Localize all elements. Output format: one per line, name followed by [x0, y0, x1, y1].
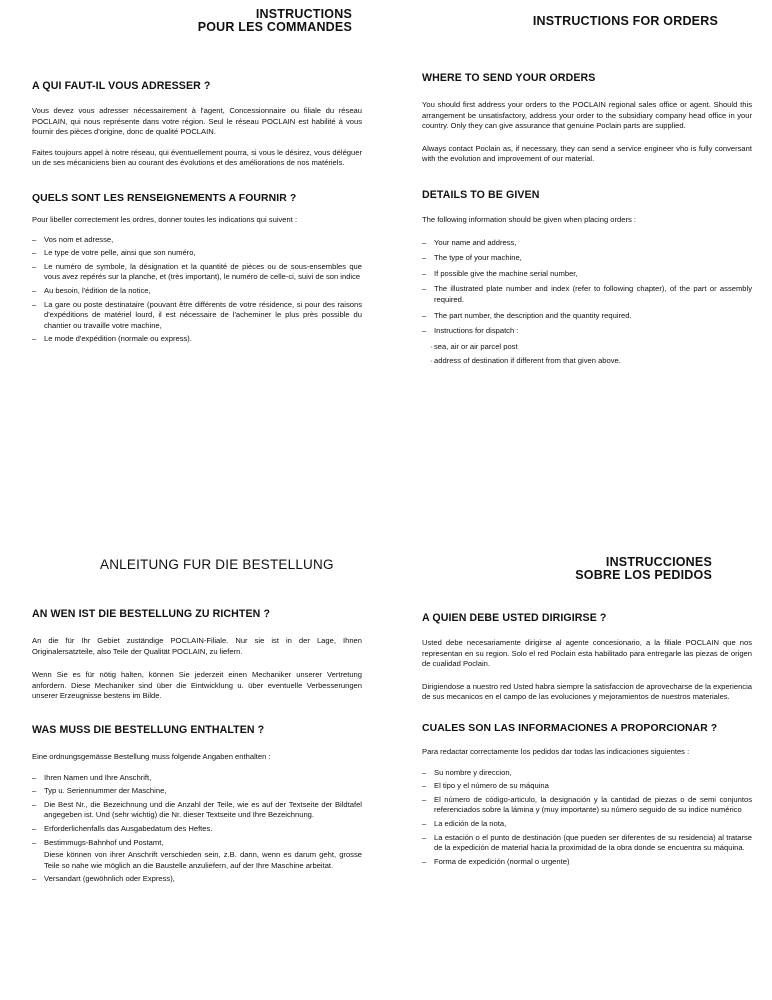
english-paragraph-3: The following information should be given when placing orders :: [422, 214, 637, 224]
english-paragraph-2: Always contact Poclain as, if necessary, they can send a service engineer vho is fully conversant with the evolution and improvement of our material.: [422, 143, 752, 164]
spanish-heading-details: CUALES SON LAS INFORMACIONES A PROPORCIONAR ?: [422, 722, 718, 734]
list-item: – Au besoin, l'édition de la notice,: [32, 286, 362, 297]
list-item-label: Bestimmugs-Bahnhof und Postamt,: [44, 837, 164, 847]
french-paragraph-3: Pour libeller correctement les ordres, donner toutes les indications qui suivent :: [32, 214, 298, 224]
list-item: – Su nombre y direccion,: [422, 768, 752, 779]
spanish-heading-where: A QUIEN DEBE USTED DIRIGIRSE ?: [422, 612, 607, 624]
french-heading-details: QUELS SONT LES RENSEIGNEMENTS A FOURNIR ?: [32, 192, 297, 204]
spanish-title: [422, 548, 712, 582]
english-title: INSTRUCTIONS FOR ORDERS: [532, 14, 718, 28]
english-heading-where: WHERE TO SEND YOUR ORDERS: [422, 72, 596, 84]
list-item: – The type of your machine,: [422, 253, 752, 264]
german-heading-details: WAS MUSS DIE BESTELLUNG ENTHALTEN ?: [32, 723, 265, 736]
english-heading-details: DETAILS TO BE GIVEN: [422, 188, 540, 201]
spanish-paragraph-1: Usted debe necesariamente dirigirse al agente concesionario, a la filiale POCLAIN que nos representan en su region. Solo el red Poclain esta habilitado para entregarle las piezas de origen de cualidad Poclain.: [422, 638, 752, 669]
list-item: – If possible give the machine serial number,: [422, 269, 752, 280]
french-paragraph-2: Faites toujours appel à notre réseau, qui éventuellement pourra, si vous le désirez, vous déléguer un de ses mécaniciens bien au courant des évolutions et des améliorations de nos matériels.: [32, 147, 362, 168]
list-item: – The illustrated plate number and index (refer to following chapter), of the part or assembly required.: [422, 284, 752, 305]
list-item: – Instructions for dispatch :: [422, 326, 752, 337]
list-item: [32, 838, 362, 872]
list-sub-item: · sea, air or air parcel post: [422, 342, 752, 353]
german-paragraph-2: Wenn Sie es für nötig halten, können Sie jederzeit einen Mechaniker unserer Vertretung anfordern. Diese Mechaniker sind über die Eintwicklung u. über eventuelle Verbesserungen unserer Erzeugnisse bestens im Bilde.: [32, 670, 362, 701]
list-sub-item: · address of destination if different from that given above.: [422, 356, 752, 367]
list-item: – La estación o el punto de destinación (que pueden ser diferentes de su residencia) al tratarse de la expedición de material hacia la proximidad de la obra donde se encuentra su máquina.: [422, 833, 752, 854]
list-item: – La gare ou poste destinataire (pouvant être différents de votre résidence, si pour des raisons d'expéditions de matériel lourd, il est nécessaire de l'acheminer le plus près possible du chantier ou travaille votre machine,: [32, 300, 362, 332]
section-french: [32, 8, 362, 348]
french-title: [32, 8, 352, 34]
list-item: – Die Best Nr., die Bezeichnung und die Anzahl der Teile, wie es auf der Textseite der Bildtafel angegeben ist. Und (sehr wichtig) die Nr. dieser Textseite und Ihre Bezeichnung.: [32, 800, 362, 821]
list-item: – El tipo y el número de su máquina: [422, 781, 752, 792]
list-item: – Versandart (gewöhnlich oder Express),: [32, 874, 362, 885]
german-heading-where: AN WEN IST DIE BESTELLUNG ZU RICHTEN ?: [32, 608, 271, 620]
english-list: [422, 238, 752, 367]
list-item: – El número de código-articulo, la designación y la cantidad de piezas o de semi conjuntos referenciados sobre la lámina y (muy importante) su número seguido de su indice numérico: [422, 795, 752, 816]
german-paragraph-1: An die für Ihr Gebiet zuständige POCLAIN-Filiale. Nur sie ist in der Lage, Ihnen Originalersatzteile, also Teile der Qualität POCLAIN, zu liefern.: [32, 636, 362, 656]
spanish-title-line-2: SOBRE LOS PEDIDOS: [575, 568, 712, 582]
german-title: ANLEITUNG FUR DIE BESTELLUNG: [100, 557, 334, 572]
german-paragraph-3: Eine ordnungsgemässe Bestellung muss folgende Angaben enthalten :: [32, 751, 271, 761]
list-item: – Le numéro de symbole, la désignation et la quantité de pièces ou de sous-ensembles que vous avez repérés sur la planche, et (très important), le numéro de celle-ci, suivi de son indice: [32, 262, 362, 283]
list-item: – Your name and address,: [422, 238, 752, 249]
section-spanish: [422, 548, 752, 870]
french-list: [32, 235, 362, 345]
list-item-note: Diese können von ihrer Anschrift verschieden sein, z.B. dann, wenn es darum geht, grosse Teile so nahe wie möglich an die Baustelle anzuliefern, auf der Ihre Maschine arbeitat.: [44, 850, 362, 870]
list-item: – Typ u. Seriennummer der Maschine,: [32, 786, 362, 797]
section-german: [32, 548, 362, 888]
german-list: [32, 773, 362, 885]
list-item: – Ihren Namen und Ihre Anschrift,: [32, 773, 362, 784]
french-title-line-1: INSTRUCTIONS: [255, 7, 352, 21]
list-item: – Erforderlichenfalls das Ausgabedatum des Heftes.: [32, 824, 362, 835]
french-heading-where: A QUI FAUT-IL VOUS ADRESSER ?: [32, 80, 211, 92]
french-title-line-2: POUR LES COMMANDES: [197, 20, 352, 34]
list-item: – La edición de la nota,: [422, 819, 752, 830]
list-item: – Le type de votre pelle, ainsi que son numéro,: [32, 248, 362, 259]
english-paragraph-1: You should first address your orders to the POCLAIN regional sales office or agent. Should this arrangement be unsatisfactory, address your order to the subsidiary company head office in your country. Only they can give assurance that genuine Poclain parts are supplied.: [422, 100, 752, 131]
spanish-paragraph-3: Para redactar correctamente los pedidos dar todas las indicaciones siguientes :: [422, 746, 690, 756]
list-item: – The part number, the description and the quantity required.: [422, 311, 752, 322]
list-item: – Le mode d'expédition (normale ou express).: [32, 334, 362, 345]
list-item: – Forma de expedición (normal o urgente): [422, 857, 752, 868]
spanish-list: [422, 768, 752, 868]
french-paragraph-1: Vous devez vous adresser nécessairement à l'agent, Concessionnaire ou filiale du réseau POCLAIN, qui nous représente dans votre région. Seul le réseau POCLAIN est habilité à vous fournir des pièces d'origine, donc de qualité POCLAIN.: [32, 106, 362, 137]
spanish-paragraph-2: Dirigiendose a nuestro red Usted habra siempre la satisfaccion de aprovecharse de la experiencia de sus mecanicos en el campo de las evoluciones y mejoramientos de nuestros materiales.: [422, 681, 752, 702]
section-english: [422, 8, 752, 371]
list-item: – Vos nom et adresse,: [32, 235, 362, 246]
spanish-title-line-1: INSTRUCCIONES: [605, 555, 712, 569]
